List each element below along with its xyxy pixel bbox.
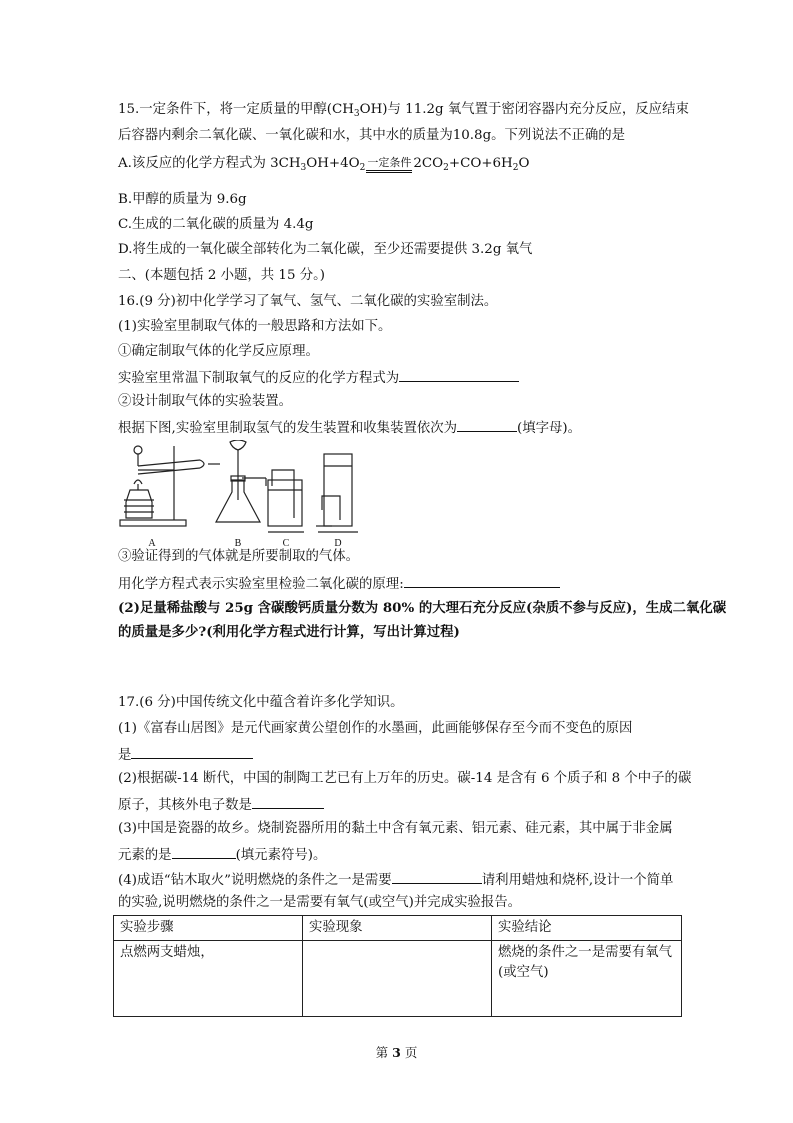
q15-option-a: A.该反应的化学方程式为 $3CH_3OH+4O_2$ 一定条件 $2CO_2+CO+6H_2O$ [118, 156, 530, 173]
q16-step1: ①确定制取气体的化学反应原理。 [118, 344, 319, 359]
header-phenomena: 实验现象 [302, 916, 491, 941]
q15-stem-line1: 15.一定条件下，将一定质量的甲醇$(CH_3OH)$与 11.2g 氧气置于密闭容器内充分反应，反应结束 [118, 102, 689, 119]
answer-blank[interactable] [172, 844, 236, 859]
reaction-condition: 一定条件 [366, 156, 412, 173]
q17-part2-line2: 原子，其核外电子数是 [118, 794, 324, 816]
q17-part3-line2: 元素的是 (填元素符号)。 [118, 844, 326, 866]
q15-option-c: C.生成的二氧化碳的质量为 4.4g [118, 217, 314, 232]
cell-conclusion[interactable]: 燃烧的条件之一是需要有氧气(或空气) [491, 941, 681, 1017]
q15-stem-line2: 后容器内剩余二氧化碳、一氧化碳和水，其中水的质量为10.8g。下列说法不正确的是 [118, 128, 626, 143]
q17-title: 17.(6 分)中国传统文化中蕴含着许多化学知识。 [118, 695, 404, 710]
q16-step2-question: 根据下图,实验室里制取氢气的发生装置和收集装置依次为 (填字母)。 [118, 417, 581, 439]
apparatus-d-icon [316, 454, 358, 532]
fig-label-c: C [282, 538, 290, 548]
cell-phenomena[interactable] [302, 941, 491, 1017]
header-conclusion: 实验结论 [491, 916, 681, 941]
q17-part2-line1: (2)根据碳-14 断代，中国的制陶工艺已有上万年的历史。碳-14 是含有 6 个质子和 8 个中子的碳 [118, 771, 692, 786]
fig-label-d: D [334, 538, 342, 548]
answer-blank[interactable] [404, 573, 560, 588]
q15-option-b: B.甲醇的质量为 9.6g [118, 192, 247, 207]
fig-label-a: A [148, 538, 156, 548]
q17-part1-line2: 是 [118, 744, 253, 766]
answer-blank[interactable] [252, 794, 324, 809]
header-steps: 实验步骤 [114, 916, 303, 941]
apparatus-c-icon [268, 470, 304, 532]
q15-option-d: D.将生成的一氧化碳全部转化为二氧化碳，至少还需要提供 3.2g 氧气 [118, 242, 533, 257]
q16-step3-question: 用化学方程式表示实验室里检验二氧化碳的原理: [118, 573, 560, 595]
answer-blank[interactable] [399, 367, 519, 382]
q16-step1-question: 实验室里常温下制取氧气的反应的化学方程式为 [118, 367, 519, 389]
answer-blank[interactable] [392, 869, 482, 884]
section-heading: 二、(本题包括 2 小题，共 15 分。) [118, 268, 326, 283]
cell-steps[interactable]: 点燃两支蜡烛， [114, 941, 303, 1017]
answer-blank[interactable] [457, 417, 517, 432]
apparatus-a-icon [120, 446, 220, 526]
experiment-report-table [113, 915, 682, 1017]
fig-label-b: B [234, 538, 242, 548]
q17-part4-line2: 的实验,说明燃烧的条件之一是需要有氧气(或空气)并完成实验报告。 [118, 895, 522, 910]
apparatus-figure [118, 440, 378, 548]
table-row [114, 941, 682, 1017]
answer-blank[interactable] [131, 744, 253, 759]
q17-part4-line1: (4)成语“钻木取火”说明燃烧的条件之一是需要 请利用蜡烛和烧杯,设计一个简单 [118, 869, 673, 891]
q16-title: 16.(9 分)初中化学学习了氧气、氢气、二氧化碳的实验室制法。 [118, 294, 498, 309]
q17-part3-line1: (3)中国是瓷器的故乡。烧制瓷器所用的黏土中含有氧元素、铝元素、硅元素，其中属于非金属 [118, 821, 673, 836]
q16-part2-line1: (2)足量稀盐酸与 25g 含碳酸钙质量分数为 80% 的大理石充分反应(杂质不参与反应)，生成二氧化碳 [118, 600, 727, 616]
q16-part1: (1)实验室里制取气体的一般思路和方法如下。 [118, 319, 392, 334]
q17-part1-line1: (1)《富春山居图》是元代画家黄公望创作的水墨画，此画能够保存至今而不变色的原因 [118, 721, 633, 736]
q16-step3: ③验证得到的气体就是所要制取的气体。 [118, 549, 360, 564]
page-footer: 第 3 页 [375, 1045, 418, 1060]
q16-step2: ②设计制取气体的实验装置。 [118, 394, 293, 409]
table-header-row [114, 916, 682, 941]
q16-part2-line2: 的质量是多少?(利用化学方程式进行计算，写出计算过程) [118, 624, 460, 640]
apparatus-b-icon [216, 440, 266, 522]
